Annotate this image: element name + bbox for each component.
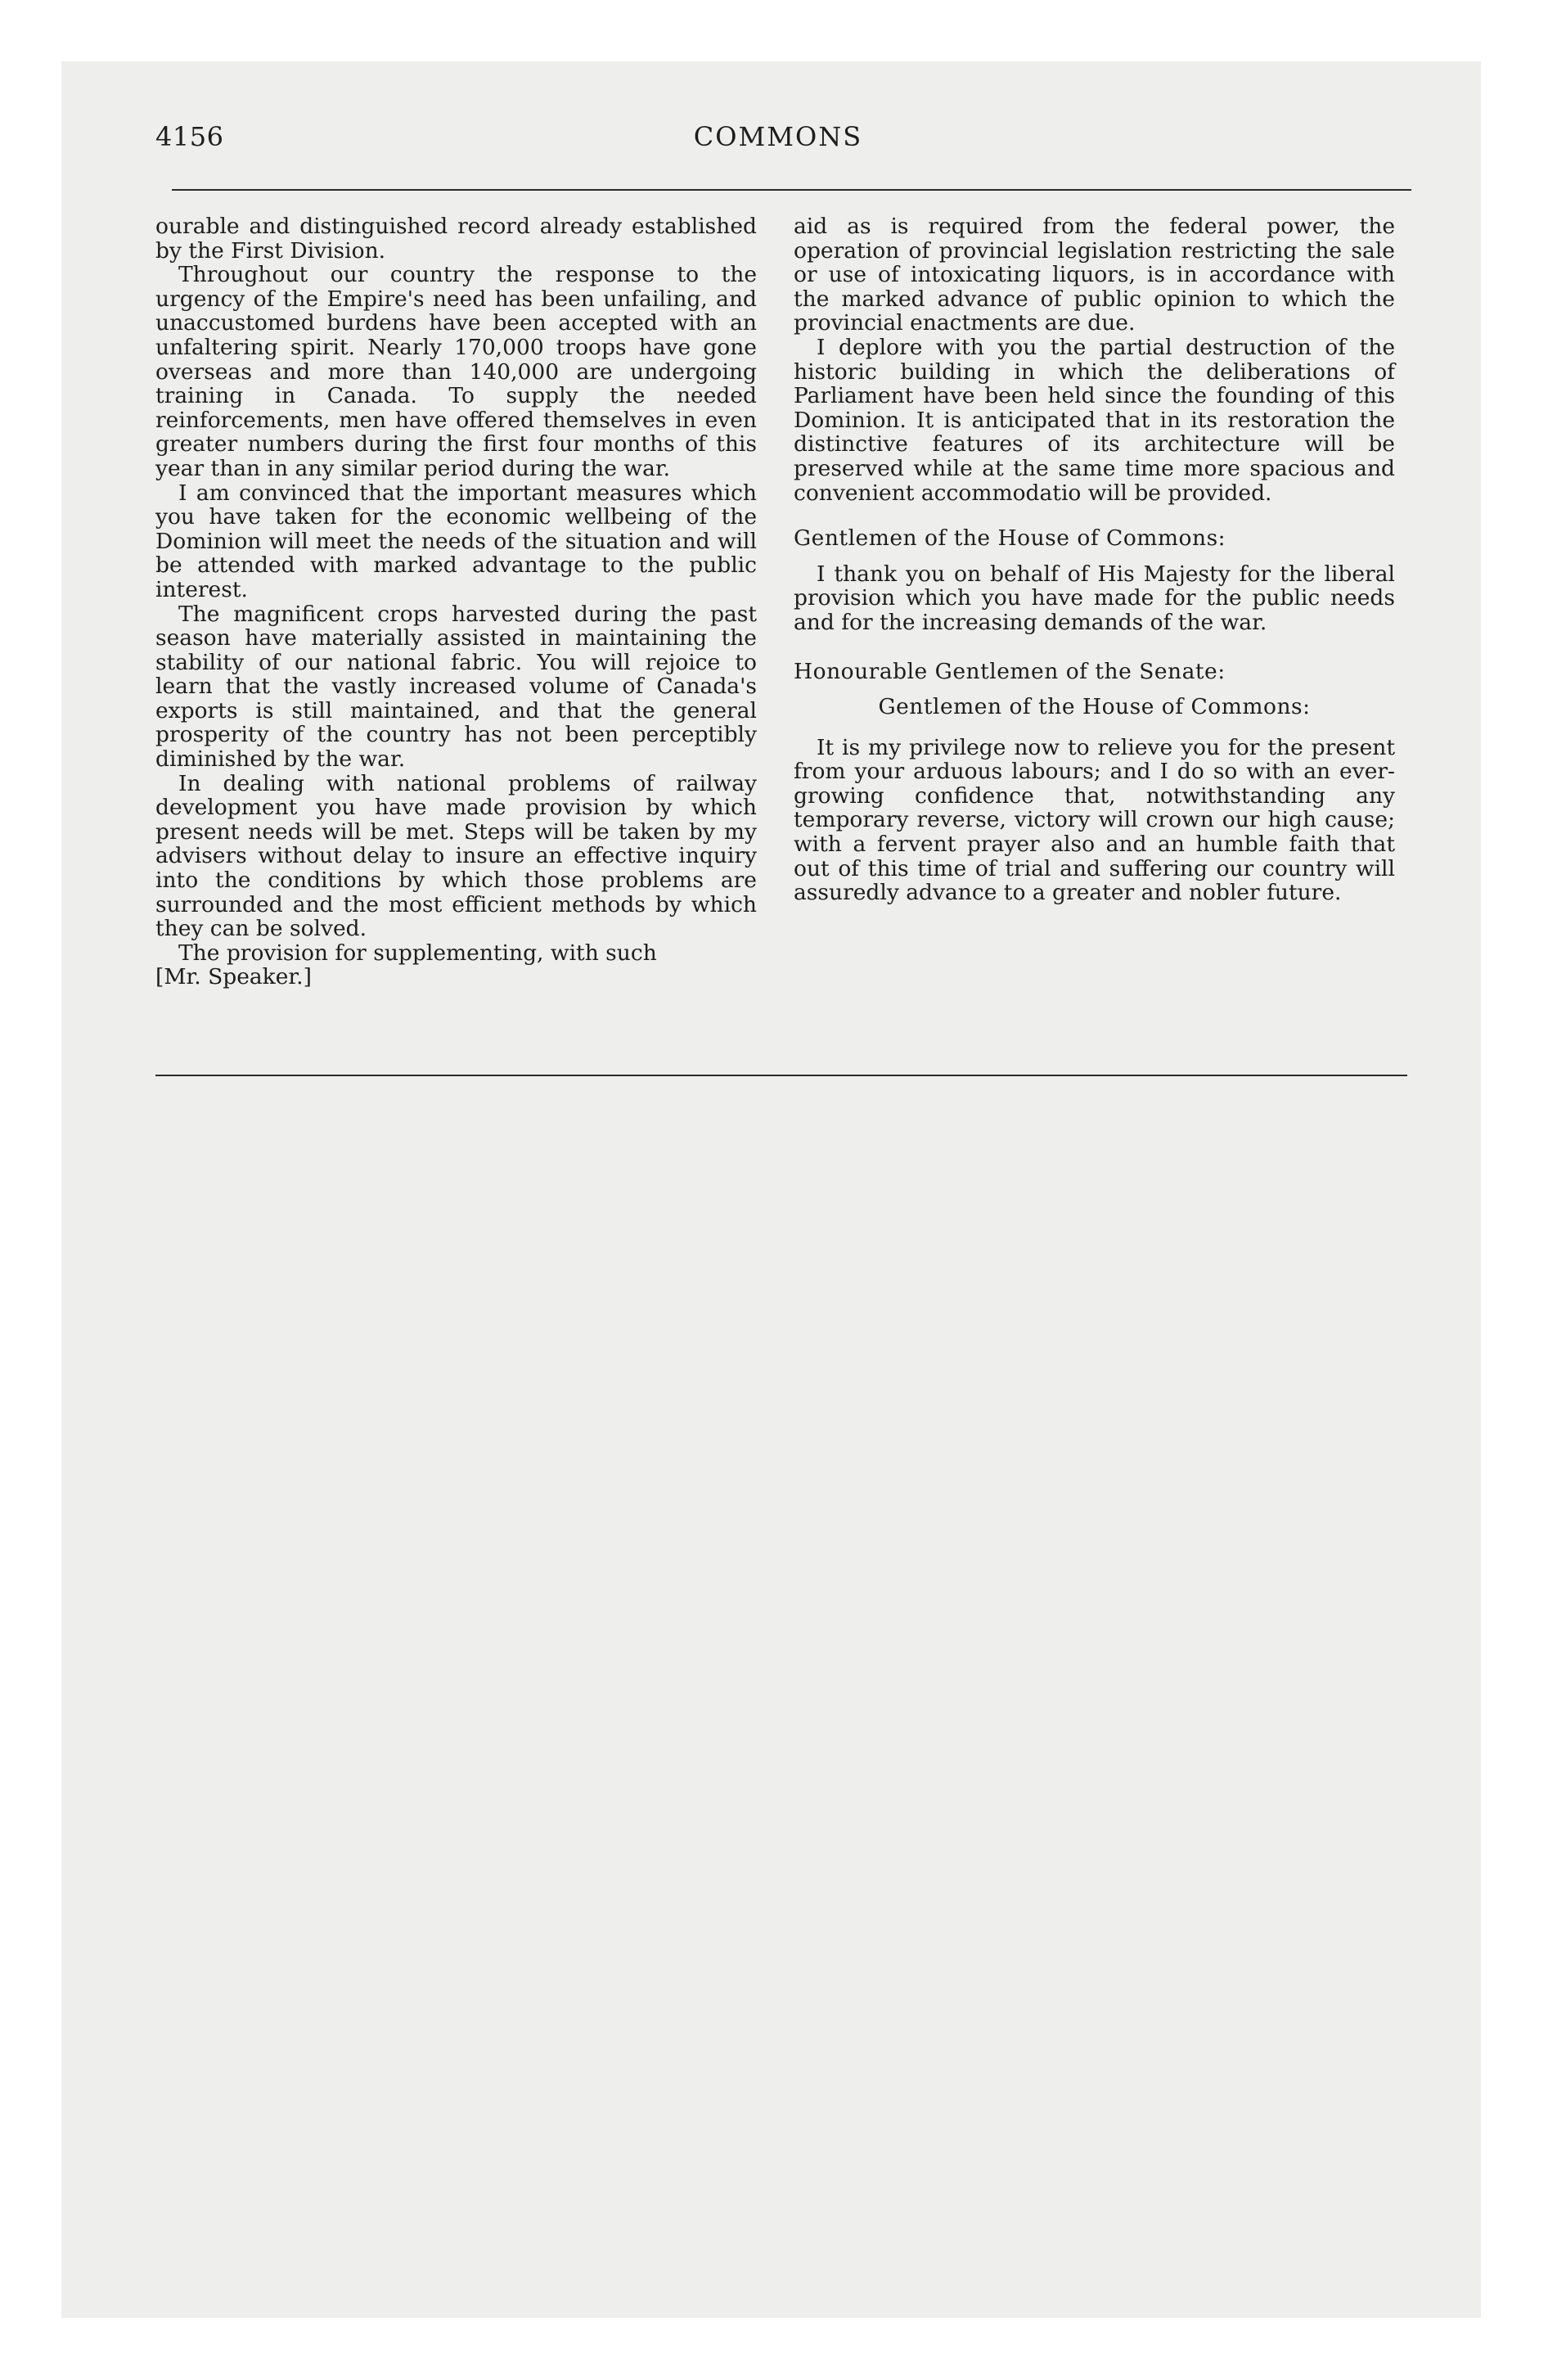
right-column [794, 214, 1395, 905]
running-head: COMMONS [693, 121, 863, 152]
speaker-reference: [Mr. Speaker.] [155, 964, 312, 990]
section-heading: Honourable Gentlemen of the Senate: [794, 658, 1226, 684]
paragraph: I am convinced that the important measures which you have taken for the economic wellbeing of the Dominion will meet the needs of the situation and will be attended with marked advantage to the public interest. [155, 480, 757, 602]
paragraph: aid as is required from the federal power, the operation of provincial legislation restricting the sale or use of intoxicating liquors, is in accordance with the marked advance of public opinion to which the provincial enactments are due. [794, 214, 1395, 336]
header-rule [172, 189, 1411, 191]
footer-rule [155, 1075, 1407, 1076]
paragraph: It is my privilege now to relieve you for the present from your arduous labours; and I do so with an ever-growing confidence that, notwithstanding any temporary reverse, victory will crown our high cause; with a fervent prayer also and an humble faith that out of this time of trial and suffering our country will assuredly advance to a greater and nobler future. [794, 734, 1395, 906]
page-number: 4156 [155, 121, 224, 152]
paragraph: The provision for supplementing, with such [178, 940, 657, 966]
section-heading: Gentlemen of the House of Commons: [794, 525, 1226, 552]
section-heading: Gentlemen of the House of Commons: [878, 694, 1311, 720]
left-column [155, 214, 757, 989]
paragraph: I deplore with you the partial destruction of the historic building in which the deliberations of Parliament have been held since the founding of this Dominion. It is anticipated that in its restoration the distinctive features of its architecture will be preserved while at the same time more spacious and convenient accommodatio will be provided. [794, 334, 1395, 506]
paragraph: In dealing with national problems of railway development you have made provision by which present needs will be met. Steps will be taken by my advisers without delay to insure an effective inquiry into the conditions by which those problems are surrounded and the most efficient methods by which they can be solved. [155, 770, 757, 942]
paragraph: The magnificent crops harvested during the past season have materially assisted in maintaining the stability of our national fabric. You will rejoice to learn that the vastly increased volume of Canada's exports is still maintained, and that the general prosperity of the country has not been perceptibly diminished by the war. [155, 601, 757, 773]
paragraph: Throughout our country the response to the urgency of the Empire's need has been unfailing, and unaccustomed burdens have been accepted with an unfaltering spirit. Nearly 170,000 troops have gone overseas and more than 140,000 are undergoing training in Canada. To supply the needed reinforcements, men have offered themselves in even greater numbers during the first four months of this year than in any similar period during the war. [155, 262, 757, 481]
paragraph: ourable and distinguished record already established by the First Division. [155, 214, 757, 264]
paragraph: I thank you on behalf of His Majesty for the liberal provision which you have made for the public needs and for the increasing demands of the war. [794, 561, 1395, 635]
